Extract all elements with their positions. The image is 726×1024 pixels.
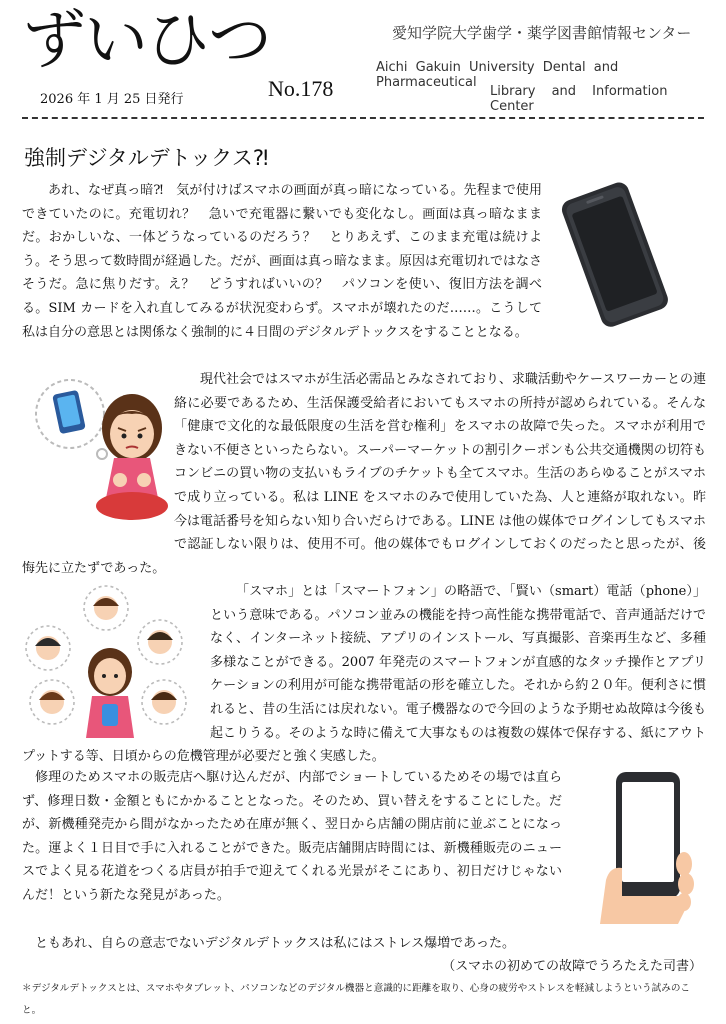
organization-name-jp: 愛知学院大学歯学・薬学図書館情報センター	[392, 24, 692, 42]
girl-with-friends-illustration	[22, 580, 210, 740]
paragraph-4: 修理のためスマホの販売店へ駆け込んだが、内部でショートしているためその場では直らず、修理日数・金額ともにかかることとなった。そのため、買い替えをすることにした。だが、新機種発売から間がなかったため在庫が無く、翌日から店舗の開店前に並ぶことになった。運よく１日目で手に入れることができた。販売店舗開店時間には、新機種販売のニュースでよく見る花道をつくる店員が拍手で迎えてくれる光景がそこにあり、初日だけじゃないんだ！という新たな発見があった。	[22, 770, 562, 903]
smartphone-icon	[552, 180, 676, 330]
article-title: 強制デジタルデトックス⁈	[24, 146, 269, 170]
organization-name-en-line1: Aichi Gakuin University Dental and Pharmaceutical	[376, 60, 619, 90]
hand-holding-phone-illustration	[592, 768, 696, 924]
newsletter-title: ずいひつ	[22, 4, 270, 78]
issue-number: No.178	[268, 76, 334, 101]
paragraph-5: ともあれ、自らの意志でないデジタルデトックスは私にはストレス爆増であった。	[35, 936, 515, 951]
worried-girl-illustration	[22, 368, 174, 536]
paragraph-3-block	[22, 580, 706, 769]
footnote: ＊デジタルデトックスとは、スマホやタブレット、パソコンなどのデジタル機器と意識的に距離を取り、心身の疲労やストレスを軽減しようという試みのこと。	[22, 983, 691, 1016]
paragraph-1: あれ、なぜ真っ暗⁈ 気が付けばスマホの画面が真っ暗になっている。先程まで使用できていたのに。充電切れ？ 急いで充電器に繋いでも変化なし。画面は真っ暗なままだ。おかしいな、一体どうなっているのだろう？ とりあえず、このまま充電は続けよう。そう思って数時間が経過した。だが、画面は真っ暗なまま。原因は充電切れではなさそうだ。急に焦りだす。え？ どうすればいいの？ パソコンを使い、復旧方法を調べる。SIM カードを入れ直してみるが状況変わらず。スマホが壊れたのだ……。こうして私は自分の意思とは関係なく強制的に４日間のデジタルデトックスをすることとなる。	[22, 183, 543, 340]
header-divider	[22, 117, 704, 119]
issue-date: 2026 年 1 月 25 日発行	[40, 92, 184, 107]
paragraph-3: 「スマホ」とは「スマートフォン」の略語で、「賢い（smart）電話（phone）」という意味である。パソコン並みの機能を持つ高性能な携帯電話で、音声通話だけでなく、インターネット接続、アプリのインストール、写真撮影、音楽再生など、多種多様なことができる。2007 年発売のスマートフォンが直感的なタッチ操作とアプリケーションの利用が可能な携帯電話の形を確立した。それから約２０年。便利さに慣れると、昔の生活には戻れない。電子機器なので今回のような予期せぬ故障は今後も起こりうる。そのような時に備えて大事なものは複数の媒体で保存する、紙にアウトプットする等、日頃からの危機管理が必要だと強く実感した。	[22, 584, 706, 765]
paragraph-2: 現代社会ではスマホが生活必需品とみなされており、求職活動やケースワーカーとの連絡に必要であるため、生活保護受給者においてもスマホの所持が認められている。そんな「健康で文化的な最低限度の生活を営む権利」をスマホの故障で失った。スマホが利用できない不便さといったらない。スーパーマーケットの割引クーポンも公共交通機関の切符もコンビニの買い物の支払いもライブのチケットも全てスマホ。生活のあらゆることがスマホで成り立っている。私は LINE をスマホのみで使用していた為、人と連絡が取れない。昨今は電話番号を知らない知り合いだらけである。LINE は他の媒体でログインしてもスマホで認証しない限りは、使用不可。他の媒体でもログインしておくのだったと思ったが、後悔先に立たずであった。	[22, 372, 706, 576]
author-signature: （スマホの初めての故障でうろたえた司書）	[442, 959, 702, 974]
paragraph-2-block	[22, 368, 706, 580]
organization-name-en-line2: Library and Information Center	[490, 84, 668, 114]
